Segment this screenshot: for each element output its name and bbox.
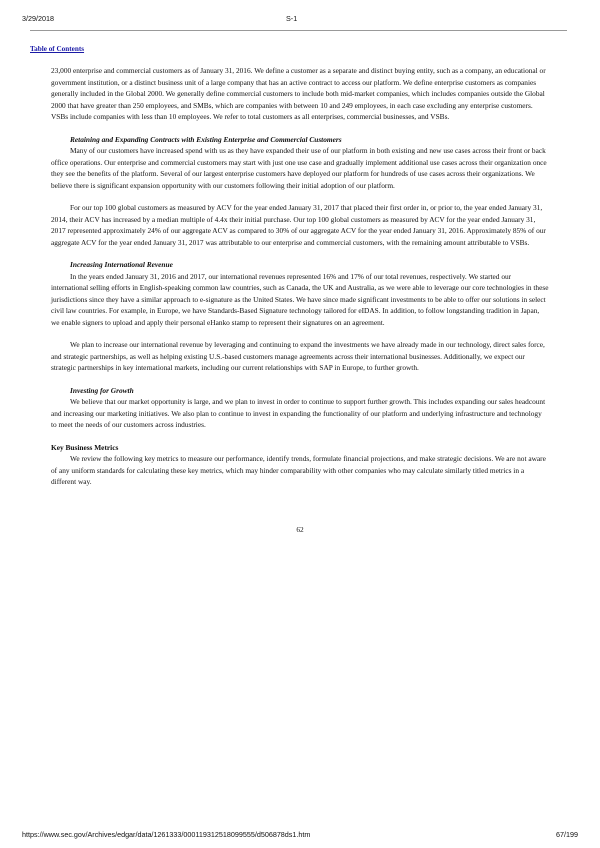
spacer (51, 328, 549, 339)
paragraph: We plan to increase our international revenue by leveraging and continuing to expand the investments we have already made in our technology, direct sales force, and strategic partnerships, as well as helping existing U.S.-based customers manage agreements across their international businesses. Additionally, we expect our strategic partnerships in key international markets, including our current relationships with SAP in Europe, to further growth. (51, 340, 545, 372)
print-date: 3/29/2018 (22, 14, 54, 23)
spacer (51, 431, 549, 442)
section-heading-key-metrics: Key Business Metrics (51, 442, 119, 452)
paragraph: Many of our customers have increased spend with us as they have expanded their use of our platform in both existing and new use cases across their front or back office operations. Our enterprise and commercial customers may start with just one use case and gradually implement additional use cases across their organization once they see the benefits of the platform. Several of our largest enterprise customers have deployed our platform for hundreds of use cases across their organizations. We believe there is significant expansion opportunity with our customers following their initial adoption of our platform. (51, 146, 547, 190)
section-heading-retaining: Retaining and Expanding Contracts with Existing Enterprise and Commercial Customers (70, 134, 342, 144)
spacer (51, 248, 549, 259)
intro-paragraph: 23,000 enterprise and commercial customers as of January 31, 2016. We define a customer as a separate and distinct buying entity, such as a company, an educational or government institution, or a distinct business unit of a large company that has an active contract to access our platform. We define enterprise customers as companies generally included in the Global 2000. We generally define commercial customers to include both mid-market companies, which includes companies outside the Global 2000 that have greater than 250 employees, and SMBs, which are companies with between 10 and 249 employees, in each case excluding any enterprise customers. VSBs include companies with less than 10 employees. We refer to total customers as all enterprises, commercial businesses, and VSBs. (51, 66, 546, 121)
page-number: 62 (296, 525, 304, 534)
spacer (51, 191, 549, 202)
document-title: S-1 (286, 14, 298, 23)
paragraph: For our top 100 global customers as measured by ACV for the year ended January 31, 2017 that placed their first order in, or prior to, the year ended January 31, 2014, their ACV has increased by a median multiple of 4.4x their initial purchase. Our top 100 global customers as measured by ACV for the year ended January 31, 2017 represented approximately 24% of our aggregate ACV as compared to 30% of our aggregate ACV for the year ended January 31, 2016. Approximately 85% of our aggregate ACV for the year ended January 31, 2017 was attributable to our enterprise and commercial customers, with the remaining amount attributable to VSBs. (51, 203, 546, 247)
paragraph: In the years ended January 31, 2016 and 2017, our international revenues represented 16% and 17% of our total revenues, respectively. We started our international selling efforts in English-speaking common law countries, such as Canada, the UK and Australia, as we were able to leverage our core technologies in these jurisdictions since they have a similar approach to e-signature as the United States. We have since made significant investments to be able to offer our solutions in select civil law countries. For example, in Europe, we have Standards-Based Signature technology tailored for eIDAS. In addition, to follow longstanding tradition in Japan, we enable signers to upload and apply their personal eHanko stamp to represent their signatures on an agreement. (51, 271, 549, 327)
section-heading-investing: Investing for Growth (70, 385, 134, 395)
table-of-contents-link[interactable]: Table of Contents (30, 45, 85, 53)
footer-url: https://www.sec.gov/Archives/edgar/data/1261333/000119312518099555/d506878ds1.htm (22, 830, 311, 839)
paragraph: We believe that our market opportunity is large, and we plan to invest in order to continue to support further growth. This includes expanding our sales headcount and increasing our marketing initiatives. We also plan to continue to invest in expanding the functionality of our platform and underlying infrastructure and technology to meet the needs of our customers across industries. (51, 397, 546, 429)
section-heading-international: Increasing International Revenue (70, 260, 173, 269)
footer-page-count: 67/199 (556, 830, 578, 839)
spacer (51, 374, 549, 385)
document-body (51, 65, 549, 488)
header-divider (30, 30, 567, 31)
spacer (51, 123, 549, 134)
paragraph: We review the following key metrics to measure our performance, identify trends, formulate financial projections, and make strategic decisions. We are not aware of any uniform standards for calculating these key metrics, which may hinder comparability with other companies who may calculate similarly titled metrics in a different way. (51, 454, 546, 486)
